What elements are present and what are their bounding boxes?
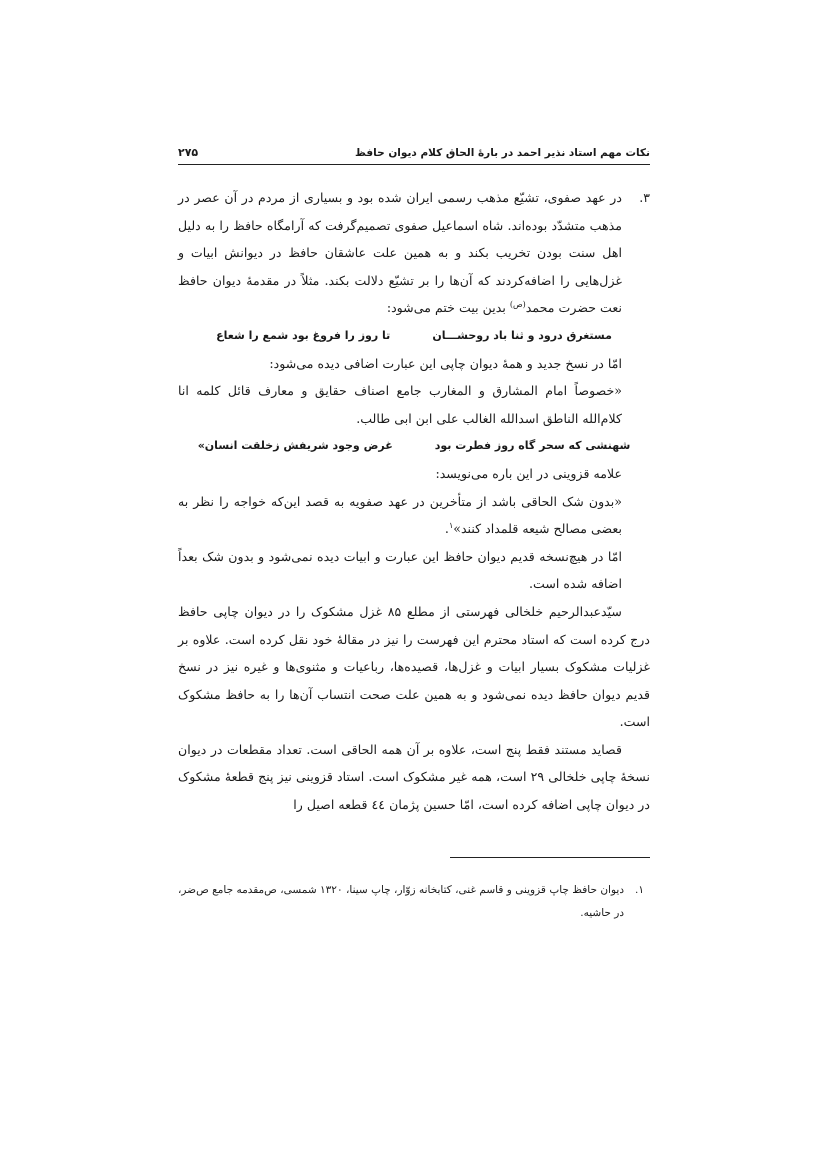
honorific-superscript: (ص) [509,300,526,310]
quote-2 [178,488,650,543]
running-header [178,144,650,165]
main-text [178,184,650,819]
list-item-number: ۳. [639,190,650,205]
paragraph-khalkhali: سیّدعبدالرحیم خلخالی فهرستی از مطلع ۸۵ غزل مشکوک را در دیوان چاپی حافظ درج کرده است که استاد محترم این فهرست را نیز در مقالهٔ خود نقل کرده است. علاوه بر غزلیات مشکوک بسیار ابیات و غزل‌ها، قصیده‌ها، رباعیات و مثنوی‌ها و غیره نیز در نسخ قدیم دیوان حافظ دیده نمی‌شود و به همین علت صحت انتساب آن‌ها را به حافظ مشکوک است. [178,603,650,730]
qazvini-line: علامه قزوینی در این باره می‌نویسد: [435,465,622,481]
item-3-text-end: بدین بیت ختم می‌شود: [386,300,510,316]
verse-1-hemistich-2: تا روز را فروغ بود شمع را شعاع [216,328,391,342]
footnote-area [178,868,650,935]
footnote-divider [450,857,650,858]
quote-2-text: «بدون شک الحاقی باشد از متأخرین در عهد صفویه به قصد این‌که خواجه را نظر به بعضی مصالح شیعه قلمداد کنند» [178,493,622,537]
verse-2-hemistich-2: غرض وجود شریفش زخلقت انسان» [197,439,393,453]
old-copies-line: امّا در هیچ‌نسخه قدیم دیوان حافظ این عبارت و ابیات دیده نمی‌شود و بدون شک بعداً اضافه شده است. [178,548,622,592]
paragraph-qasayed: قصاید مستند فقط پنج است، علاوه بر آن همه الحاقی است. تعداد مقطعات در دیوان نسخهٔ چاپی خلخالی ۲۹ است، همه غیر مشکوک است. استاد قزوینی نیز پنج قطعهٔ مشکوک در دیوان چاپی اضافه کرده است، امّا حسین پژمان ٤٤ قطعه اصیل را [178,741,651,813]
footnote-text: دیوان حافظ چاپ قزوینی و قاسم غنی، کتابخانه زوّار، چاپ سینا، ۱۳۲۰ شمسی، ص‌مقدمه جامع ص‌ضر، در حاشیه. [178,883,624,919]
footnote-1 [178,879,650,925]
item-3-text: در عهد صفوی، تشیّع مذهب رسمی ایران شده بود و بسیاری از مردم در آن عصر در مذهب متشدّد بوده‌اند. شاه اسماعیل صفوی تصمیم‌گرفت که آرامگاه حافظ را به دلیل اهل سنت بودن تخریب بکند و به همین علت عاشقان حافظ در دیوانش ابیات و غزل‌هایی را اضافه‌کردند که آن‌ها را بر تشیّع دلالت بکند. مثلاً در مقدمهٔ دیوان حافظ نعت حضرت محمد [178,190,622,316]
verse-couplet-1 [178,322,650,350]
new-copies-line: امّا در نسخ جدید و همهٔ دیوان چاپی این عبارت اضافی دیده می‌شود: [269,355,622,371]
footnote-reference: ۱ [448,520,454,530]
page-number: ۲۷۵ [178,146,199,159]
quote-1: «خصوصاً امام المشارق و المغارب جامع اصناف حقایق و معارف قائل کلمه انا کلام‌الله الناطق اسدالله الغالب علی ابن ابی طالب. [178,383,622,426]
footnote-number: ۱. [635,883,644,896]
quote-2-end: . [444,521,449,537]
verse-1-hemistich-1: مستغرق درود و ثنا باد روحشـــان [432,328,612,342]
verse-2-hemistich-1: شهنشی که سحر گاه روز فطرت بود [434,439,631,453]
running-title: نکات مهم استاد نذیر احمد در بارهٔ الحاق کلام دیوان حافظ [355,147,650,159]
verse-couplet-2 [178,432,650,460]
list-item-3 [178,184,650,322]
